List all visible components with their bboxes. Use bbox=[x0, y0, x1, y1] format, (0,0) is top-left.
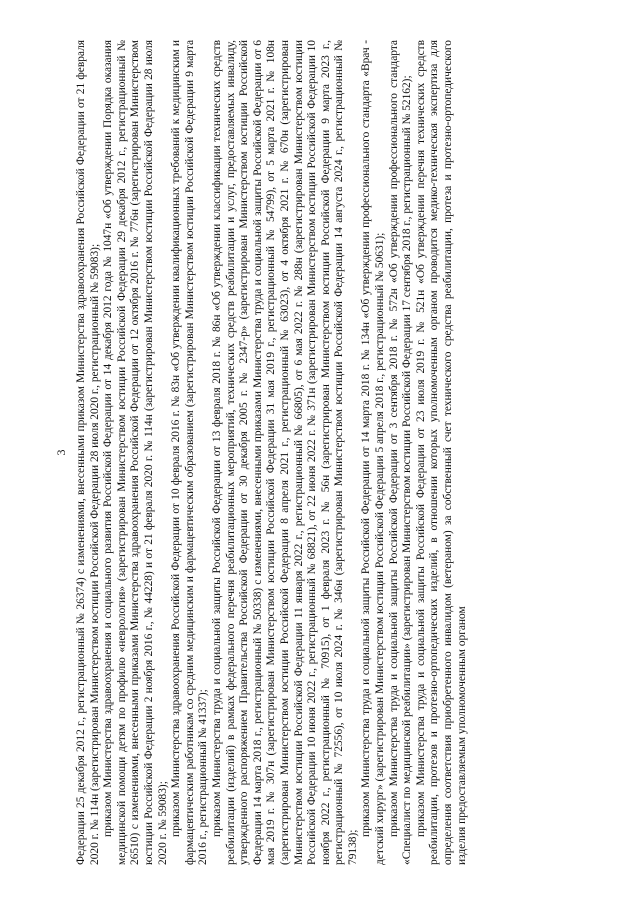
paragraph: Федерации 25 декабря 2012 г., регистрационный № 26374) с изменениями, внесенными приказом Министерства здравоохранения Российской Федерации от 21 февраля 2020 г. № 114н (зарегистрирован Министерством юстиции Российской Федерации 28 июля 2020 г., регистрационный № 59083); bbox=[75, 40, 101, 865]
page-number: 3 bbox=[54, 449, 68, 456]
document-sheet bbox=[55, 40, 575, 865]
paragraph: приказом Министерства труда и социальной защиты Российской Федерации от 14 марта 2018 г. № 134н «Об утверждении профессионального стандарта «Врач - детский хирург» (зарегистрирован Министерством юстиции Российской Федерации 5 апреля 2018 г., регистрационный № 50631); bbox=[360, 40, 387, 865]
paragraph: приказом Министерства труда и социальной защиты Российской Федерации от 23 июля 2019 г. № 521н «Об утверждении перечня технических средств реабилитации, протезов и протезно-ортопедических изделий, в отношении которых уполномоченным органом проводится медико-техническая экспертиза для определения соответствия приобретенного инвалидом (ветераном) за собственный счет технического средства реабилитации, протеза и протезно-ортопедического изделия предоставляемым уполномоченным органом bbox=[414, 40, 468, 865]
paragraph: приказом Министерства здравоохранения и социального развития Российской Федерации от 14 декабря 2012 года № 1047н «Об утверждении Порядка оказания медицинской помощи детям по профилю «неврология» (зарегистрирован Министерством юстиции Российской Федерации 29 декабря 2012 г., регистрационный № 26510) с изменениями, внесенными приказами Министерства здравоохранения Российской Федерации от 12 октября 2016 г. № 776н (зарегистрирован Министерством юстиции Российской Федерации 2 ноября 2016 г., № 44228) и от 21 февраля 2020 г. № 114н (зарегистрирован Министерством юстиции Российской Федерации 28 июля 2020 г. № 59083); bbox=[102, 40, 169, 865]
paragraph: приказом Министерства труда и социальной защиты Российской Федерации от 3 сентября 2018 г. № 572н «Об утверждении профессионального стандарта «Специалист по медицинской реабилитации» (зарегистрирован Министерством юстиции Российской Федерации 17 сентября 2018 г., регистрационный № 52162); bbox=[387, 40, 414, 865]
paragraph: приказом Министерства труда и социальной защиты Российской Федерации от 13 февраля 2018 г. № 86н «Об утверждении классификации технических средств реабилитации (изделий) в рамках федерального перечня реабилитационных мероприятий, технических средств реабилитации и услуг, предоставляемых инвалиду, утвержденного распоряжением Правительства Российской Федерации от 30 декабря 2005 г. № 2347-р» (зарегистрирован Министерством юстиции Российской Федерации 14 марта 2018 г., регистрационный № 50338) с изменениями, внесенными приказами Министерства труда и социальной защиты Российской Федерации от 6 мая 2019 г. № 307н (зарегистрирован Министерством юстиции Российской Федерации 31 мая 2019 г., регистрационный № 54799), от 5 марта 2021 г. № 108н (зарегистрирован Министерством юстиции Российской Федерации 8 апреля 2021 г., регистрационный № 63023), от 4 октября 2021 г. № 670н (зарегистрирован Министерством юстиции Российской Федерации 11 января 2022 г., регистрационный № 66805), от 6 мая 2022 г. № 288н (зарегистрирован Министерством юстиции Российской Федерации 10 июня 2022 г., регистрационный № 68821), от 22 июня 2022 г. № 371н (зарегистрирован Министерством юстиции Российской Федерации 10 ноября 2022 г., регистрационный № 70915), от 1 февраля 2023 г. № 56н (зарегистрирован Министерством юстиции Российской Федерации 9 марта 2023 г., регистрационный № 72556), от 10 июля 2024 г. № 346н (зарегистрирован Министерством юстиции Российской Федерации 14 августа 2024 г., регистрационный № 79138); bbox=[210, 40, 359, 865]
paragraph: приказом Министерства здравоохранения Российской Федерации от 10 февраля 2016 г. № 83н «Об утверждении квалификационных требований к медицинским и фармацевтическим работникам со средним медицинским и фармацевтическим образованием (зарегистрирован Министерством юстиции Российской Федерации 9 марта 2016 г., регистрационный № 41337); bbox=[170, 40, 210, 865]
rotated-content bbox=[55, 40, 575, 865]
